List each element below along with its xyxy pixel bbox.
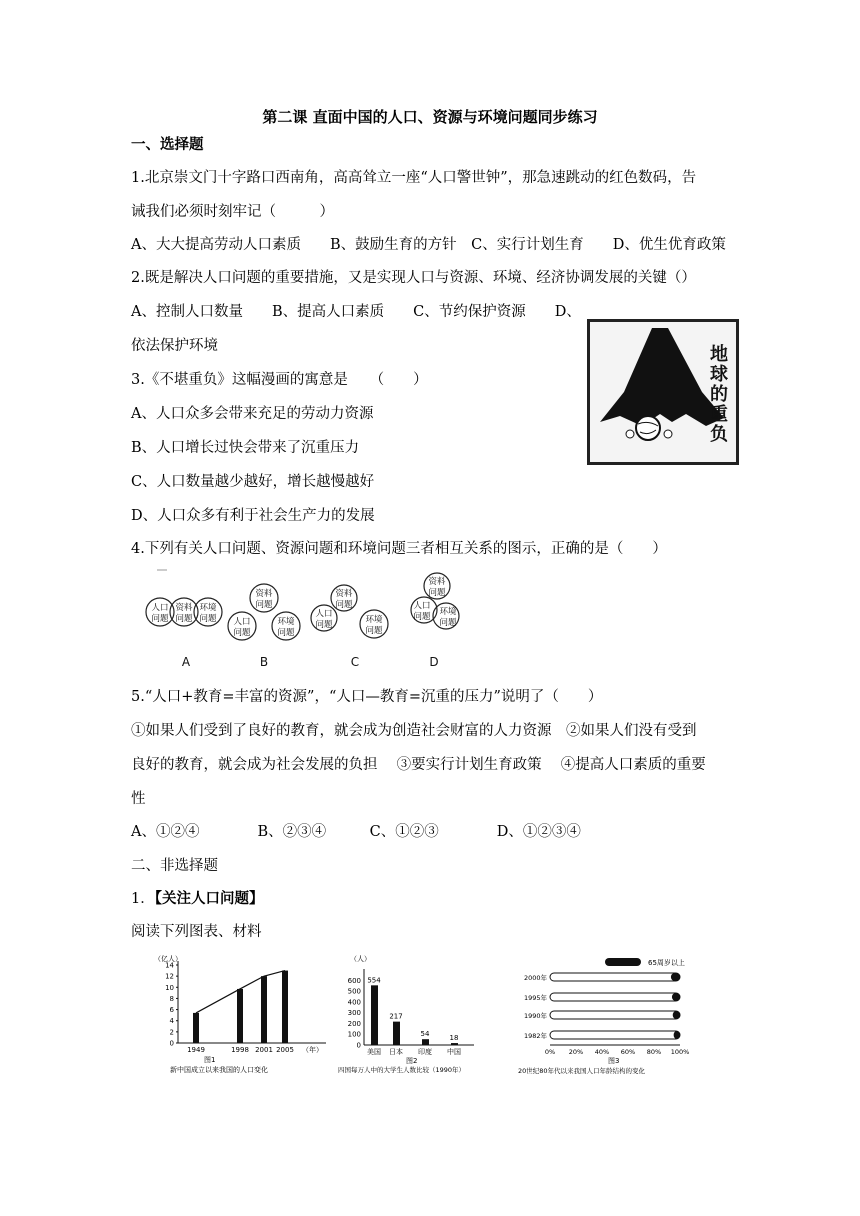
figure-label: 图2 <box>406 1057 418 1065</box>
venn-label: 人口 <box>233 617 251 627</box>
nq1-heading <box>131 889 263 909</box>
bar-track <box>550 1011 680 1019</box>
y-tick-label: 1995年 <box>523 994 547 1002</box>
figure-caption: 四国每万人中的大学生人数比较（1990年） <box>338 1066 466 1074</box>
chart-population <box>152 953 334 1081</box>
chart-age-structure <box>510 953 710 1081</box>
venn-label: 问题 <box>413 612 431 622</box>
venn-label: 问题 <box>365 626 383 636</box>
cartoon-caption-char: 负 <box>710 424 728 445</box>
x-tick-label: 美国 <box>367 1048 381 1056</box>
q2-option-d: 依法保护环境 <box>131 338 218 354</box>
legend-label: 65周岁以上 <box>648 959 685 967</box>
venn-label: 环境 <box>277 617 295 627</box>
venn-label: 问题 <box>255 600 273 610</box>
x-tick-label: 2005 <box>276 1046 294 1054</box>
y-tick-label: 4 <box>169 1017 174 1026</box>
bar <box>451 1043 458 1045</box>
bar-track <box>550 1031 680 1039</box>
data-label: 554 <box>367 976 381 985</box>
q5-statement-line2: 良好的教育，就会成为社会发展的负担 ③要实行计划生育政策 ④提高人口素质的重要 <box>131 757 706 773</box>
q4-stem: 4.下列有关人口问题、资源问题和环境问题三者相互关系的图示，正确的是（ ） <box>131 541 667 557</box>
venn-label: 问题 <box>428 588 446 598</box>
bar <box>261 976 267 1043</box>
q5-statement-line1: ①如果人们受到了良好的教育，就会成为创造社会财富的人力资源 ②如果人们没有受到 <box>131 723 697 739</box>
venn-option-b: B <box>259 655 269 669</box>
y-tick-label: 8 <box>169 994 174 1003</box>
venn-option-a: A <box>181 655 191 669</box>
page-title: 第二课 直面中国的人口、资源与环境问题同步练习 <box>262 108 598 126</box>
y-tick-label: 14 <box>165 961 174 970</box>
y-tick-label: 1990年 <box>523 1012 547 1020</box>
x-tick-label: 2001 <box>255 1046 273 1054</box>
venn-label: 问题 <box>233 628 251 638</box>
figure-caption: 20世纪80年代以来我国人口年龄结构的变化 <box>518 1067 646 1075</box>
y-tick-label: 10 <box>165 983 174 992</box>
venn-label: 人口 <box>315 609 333 619</box>
bar <box>237 989 243 1043</box>
bar <box>422 1039 429 1045</box>
q5-stem: 5.“人口+教育=丰富的资源”，“人口—教育=沉重的压力”说明了（ ） <box>131 689 603 705</box>
q1-stem-line1: 1.北京崇文门十字路口西南角，高高耸立一座“人口警世钟”，那急速跳动的红色数码，告 <box>131 170 697 186</box>
y-tick-label: 100 <box>347 1030 361 1039</box>
x-tick-label: 60% <box>620 1048 636 1056</box>
x-tick-label: 0% <box>544 1048 556 1056</box>
venn-label: 环境 <box>439 607 457 617</box>
data-label: 18 <box>449 1034 459 1043</box>
cartoon-caption-char: 地 <box>710 344 728 365</box>
q1-stem-line2: 诫我们必须时刻牢记（ ） <box>131 204 334 220</box>
cartoon-caption-char: 重 <box>710 404 728 425</box>
y-tick-label: 0 <box>356 1041 361 1050</box>
section-nonchoice-heading: 二、非选择题 <box>131 858 218 874</box>
y-axis-label: （人） <box>350 955 371 963</box>
x-tick-label: 中国 <box>447 1048 461 1056</box>
venn-label: 问题 <box>151 614 169 624</box>
q1-options: A、大大提高劳动人口素质 B、鼓励生育的方针 C、实行计划生育 D、优生优育政策 <box>131 237 726 253</box>
venn-label: 问题 <box>335 600 353 610</box>
nq1-intro: 阅读下列图表、材料 <box>131 924 262 940</box>
bar <box>672 993 680 1001</box>
q2-stem: 2.既是解决人口问题的重要措施，又是实现人口与资源、环境、经济协调发展的关键（） <box>131 270 696 286</box>
figure-label: 图1 <box>204 1056 216 1064</box>
y-tick-label: 12 <box>165 972 174 981</box>
venn-label: 问题 <box>175 614 193 624</box>
y-tick-label: 400 <box>347 998 361 1007</box>
q3-option-d: D、人口众多有利于社会生产力的发展 <box>131 508 375 524</box>
q3-stem: 3.《不堪重负》这幅漫画的寓意是 （ ） <box>131 372 428 388</box>
venn-option-c: C <box>350 655 360 669</box>
venn-label: 环境 <box>199 603 217 613</box>
q3-option-a: A、人口众多会带来充足的劳动力资源 <box>131 406 374 422</box>
y-tick-label: 200 <box>347 1019 361 1028</box>
q3-option-b: B、人口增长过快会带来了沉重压力 <box>131 440 360 456</box>
venn-label: 问题 <box>439 618 457 628</box>
bar <box>671 973 680 981</box>
bar <box>282 971 288 1043</box>
nq1-number: 1． <box>131 891 155 907</box>
x-tick-label: 日本 <box>389 1048 403 1056</box>
bar <box>674 1031 680 1039</box>
x-tick-label: 印度 <box>418 1048 432 1056</box>
cartoon-caption-char: 球 <box>710 364 728 385</box>
venn-label: 人口 <box>413 601 431 611</box>
venn-option-d: D <box>429 655 439 669</box>
venn-label: 资料 <box>428 577 446 587</box>
data-label: 54 <box>420 1030 430 1039</box>
x-tick-label: 20% <box>568 1048 584 1056</box>
y-tick-label: 1982年 <box>523 1032 547 1040</box>
venn-diagrams <box>143 568 463 672</box>
venn-label: 资料 <box>175 603 193 613</box>
q2-options: A、控制人口数量 B、提高人口素质 C、节约保护资源 D、 <box>131 304 581 320</box>
cartoon-image <box>587 319 739 465</box>
venn-label: 资料 <box>255 589 273 599</box>
cartoon-caption-char: 的 <box>710 384 728 405</box>
q3-option-c: C、人口数量越少越好，增长越慢越好 <box>131 474 375 490</box>
venn-label: 人口 <box>151 603 169 613</box>
nq1-title: 【关注人口问题】 <box>154 891 264 907</box>
venn-label: 问题 <box>315 620 333 630</box>
y-tick-label: 2 <box>169 1028 174 1037</box>
q5-options: A、①②④ B、②③④ C、①②③ D、①②③④ <box>131 824 581 840</box>
venn-label: 问题 <box>277 628 295 638</box>
section-choice-heading: 一、选择题 <box>131 137 204 153</box>
bar <box>393 1022 400 1045</box>
venn-label: 问题 <box>199 614 217 624</box>
bar <box>371 985 378 1045</box>
y-tick-label: 300 <box>347 1009 361 1018</box>
y-tick-label: 500 <box>347 987 361 996</box>
y-axis-label: （亿人） <box>154 955 182 963</box>
venn-label: 环境 <box>365 615 383 625</box>
y-tick-label: 600 <box>347 976 361 985</box>
x-axis-label: （年） <box>302 1046 323 1054</box>
x-tick-label: 40% <box>594 1048 610 1056</box>
figure-caption: 新中国成立以来我国的人口变化 <box>170 1066 268 1074</box>
data-label: 217 <box>389 1012 403 1021</box>
x-tick-label: 1998 <box>231 1046 249 1054</box>
legend-swatch <box>605 958 641 966</box>
figure-label: 图3 <box>608 1057 620 1065</box>
venn-label: 资料 <box>335 589 353 599</box>
bar <box>193 1013 199 1043</box>
bar <box>673 1011 680 1019</box>
y-tick-label: 2000年 <box>523 974 547 982</box>
q5-statement-line3: 性 <box>131 791 146 807</box>
bar-track <box>550 993 680 1001</box>
y-tick-label: 6 <box>169 1006 174 1015</box>
y-tick-label: 0 <box>169 1039 174 1048</box>
bar-track <box>550 973 680 981</box>
chart-university-students <box>338 953 498 1081</box>
x-tick-label: 1949 <box>187 1046 205 1054</box>
x-tick-label: 100% <box>670 1048 690 1056</box>
x-tick-label: 80% <box>646 1048 662 1056</box>
